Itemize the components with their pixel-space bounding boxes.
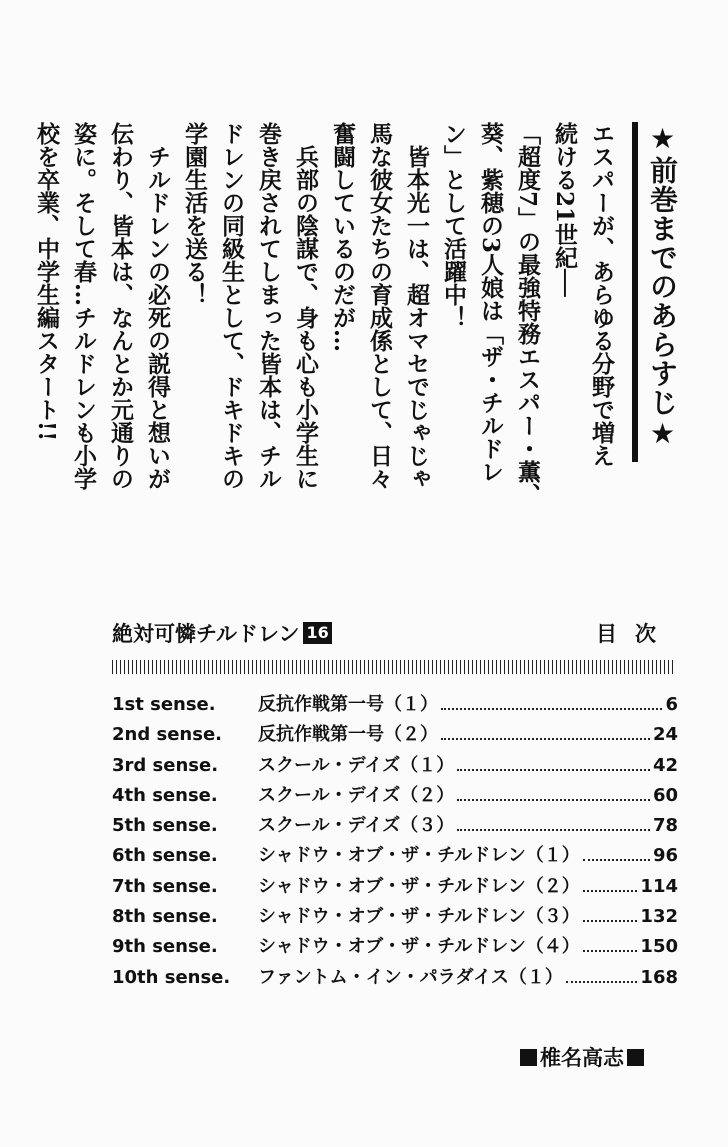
toc-entry-title: シャドウ・オブ・ザ・チルドレン（４） — [258, 936, 580, 958]
toc-entry[interactable] — [112, 872, 678, 902]
toc-entry[interactable] — [112, 963, 678, 993]
summary-rule — [632, 122, 638, 462]
toc-list — [112, 690, 678, 993]
summary-line: 姿に。そして春…チルドレンも小学 — [70, 122, 97, 490]
toc-entry-page: 24 — [652, 724, 678, 746]
summary-line: ン」として活躍中！ — [440, 122, 467, 329]
toc-entry[interactable] — [112, 932, 678, 962]
toc-entry-page: 132 — [640, 906, 678, 928]
toc-entry-label: 1st sense. — [112, 694, 216, 715]
summary-line: 「超度7」の最強特務エスパー・薫、 — [514, 122, 541, 507]
toc-entry-title: 反抗作戦第一号（１） — [258, 694, 438, 715]
toc-leader-dots — [566, 981, 638, 983]
toc-leader-dots — [441, 738, 650, 740]
toc-leader-dots — [583, 890, 638, 892]
toc-entry-label: 7th sense. — [112, 875, 218, 897]
toc-leader-dots — [583, 920, 638, 922]
toc-entry-label: 10th sense. — [112, 966, 231, 988]
toc-entry-page: 96 — [652, 845, 678, 867]
toc-entry[interactable] — [112, 751, 678, 781]
toc-entry-label: 9th sense. — [112, 936, 218, 958]
toc-leader-dots — [457, 769, 650, 771]
summary-line: 伝わり、皆本は、なんとか元通りの — [107, 122, 134, 490]
toc-entry-label: 6th sense. — [112, 845, 218, 867]
toc-entry-page: 114 — [640, 875, 678, 897]
toc-leader-dots — [583, 859, 650, 861]
toc-entry[interactable] — [112, 720, 678, 750]
summary-line: 学園生活を送る！ — [181, 122, 208, 306]
summary-line: 奮闘しているのだが… — [329, 122, 356, 352]
toc-entry-title: シャドウ・オブ・ザ・チルドレン（２） — [258, 875, 580, 897]
toc-entry-label: 8th sense. — [112, 906, 218, 928]
toc-leader-dots — [441, 708, 662, 710]
author-name: 椎名高志 — [540, 1046, 624, 1070]
toc-entry-title: シャドウ・オブ・ザ・チルドレン（１） — [258, 845, 580, 867]
toc-entry[interactable] — [112, 781, 678, 811]
toc-entry-title: スクール・デイズ（３） — [258, 815, 455, 837]
author-credit — [520, 1042, 644, 1072]
square-bullet-icon — [627, 1049, 644, 1066]
toc-entry-page: 168 — [640, 966, 678, 988]
summary-line: 葵、紫穂の3人娘は「ザ・チルドレ — [477, 122, 504, 484]
square-bullet-icon — [520, 1049, 537, 1066]
summary-line: 馬な彼女たちの育成係として、日々 — [366, 122, 393, 490]
toc-entry-page: 60 — [652, 784, 678, 806]
summary-line: 巻き戻されてしまった皆本は、チル — [255, 122, 282, 490]
toc-entry[interactable] — [112, 811, 678, 841]
summary-body — [28, 122, 620, 506]
toc-leader-dots — [583, 950, 638, 952]
toc-entry-label: 5th sense. — [112, 815, 218, 837]
summary-line: 皆本光一は、超オマセでじゃじゃ — [403, 122, 430, 490]
toc-entry-label: 3rd sense. — [112, 754, 219, 776]
summary-line: エスパーが、あらゆる分野で増え — [588, 122, 615, 467]
toc-entry[interactable] — [112, 902, 678, 932]
toc-entry-page: 6 — [665, 694, 678, 715]
toc-entry[interactable] — [112, 690, 678, 720]
toc-entry-title: シャドウ・オブ・ザ・チルドレン（３） — [258, 906, 580, 928]
toc-entry-title: スクール・デイズ（１） — [258, 754, 455, 776]
toc-entry-page: 78 — [652, 815, 678, 837]
toc-entry-title: 反抗作戦第一号（２） — [258, 724, 438, 746]
book-title — [112, 618, 332, 648]
summary-line: 兵部の陰謀で、身も心も小学生に — [292, 122, 319, 490]
toc-entry-title: スクール・デイズ（２） — [258, 784, 455, 806]
summary-line: 校を卒業、中学生編スタート!! — [33, 122, 60, 442]
toc-entry-page: 150 — [640, 936, 678, 958]
book-title-text: 絶対可憐チルドレン — [112, 622, 300, 646]
toc-entry-title: ファントム・イン・パラダイス（１） — [258, 966, 563, 988]
summary-line: ドレンの同級生として、ドキドキの — [218, 122, 245, 490]
summary-line: 続ける21世紀── — [551, 122, 578, 297]
hatch-rule — [112, 660, 674, 674]
volume-badge: 16 — [303, 622, 331, 644]
toc-entry-page: 42 — [652, 754, 678, 776]
summary-heading: ★前巻までのあらすじ★ — [646, 122, 679, 451]
toc-heading: 目次 — [596, 622, 674, 646]
toc-entry-label: 4th sense. — [112, 784, 218, 806]
toc-leader-dots — [457, 829, 650, 831]
summary-line: チルドレンの必死の説得と想いが — [144, 122, 171, 490]
toc-entry[interactable] — [112, 841, 678, 871]
toc-leader-dots — [457, 799, 650, 801]
toc-entry-label: 2nd sense. — [112, 724, 222, 746]
